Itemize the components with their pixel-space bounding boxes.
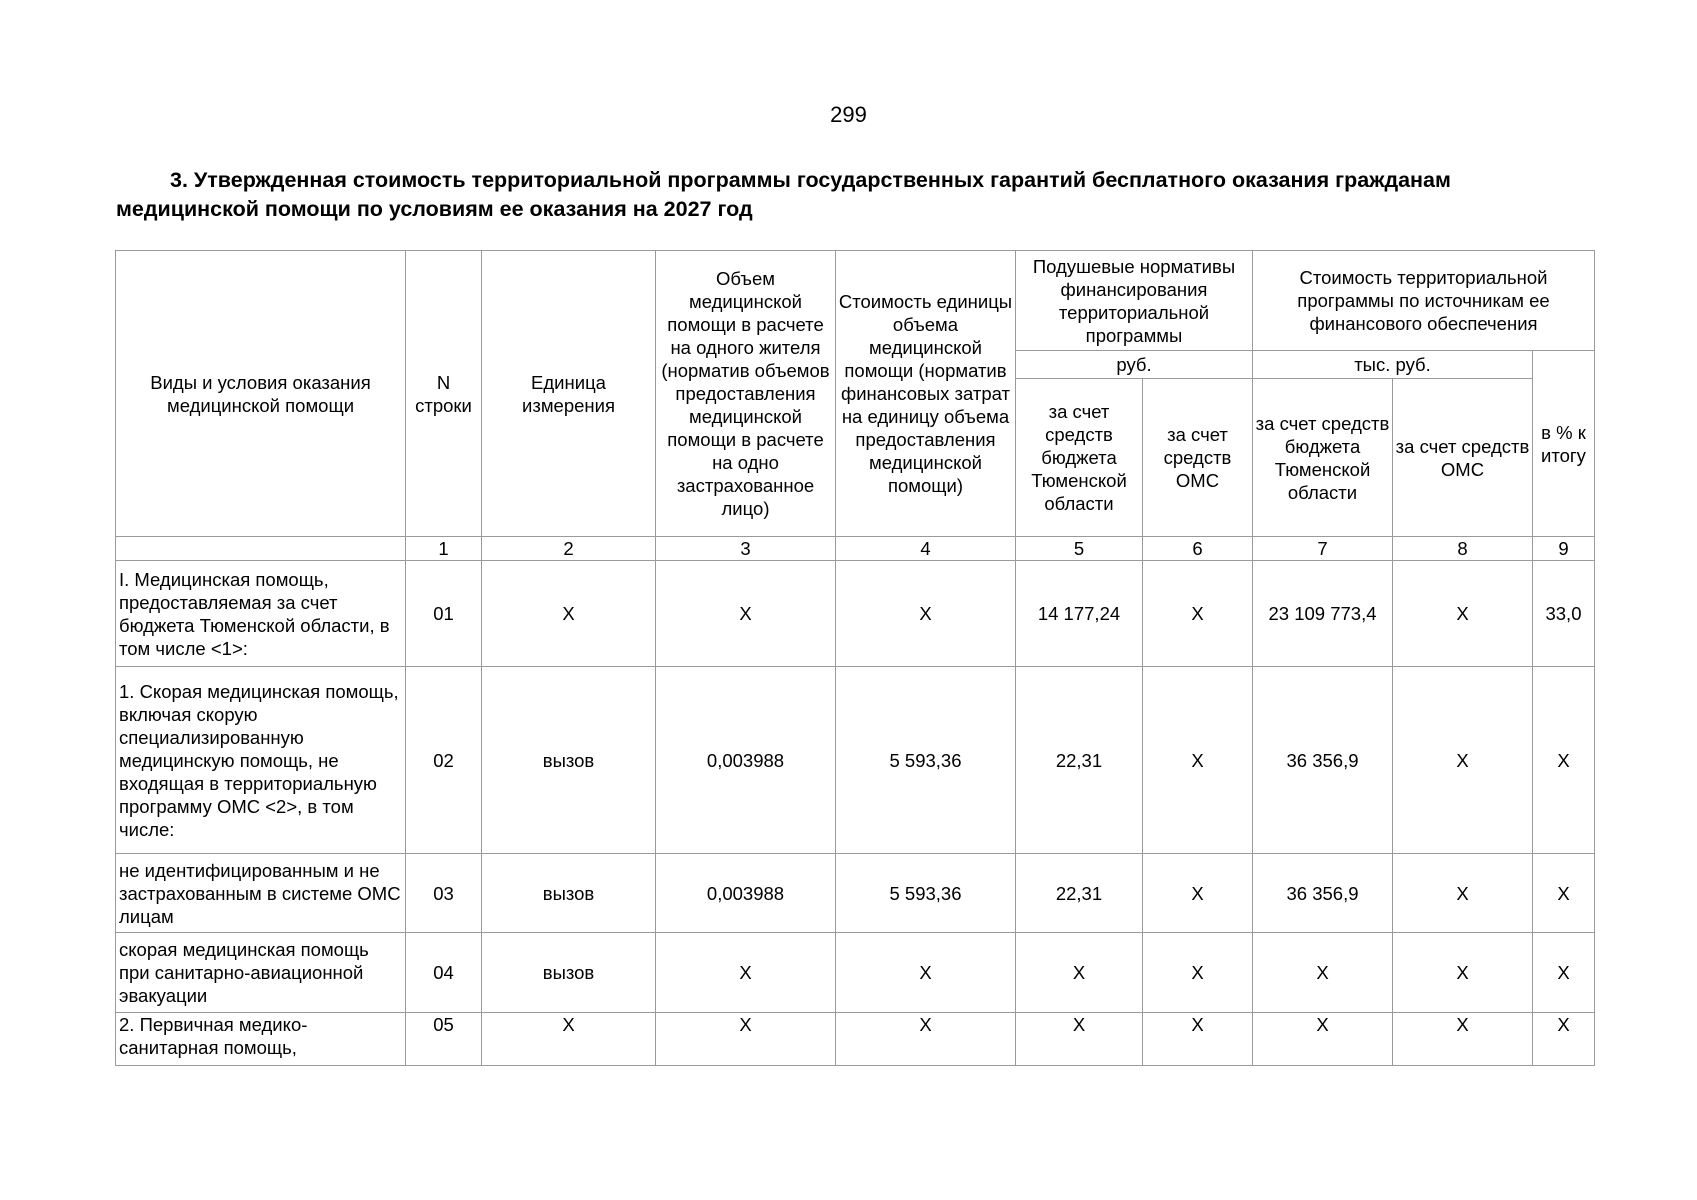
table-row <box>116 561 1595 667</box>
row-pc-budget: 22,31 <box>1016 667 1143 854</box>
row-pc-budget: X <box>1016 933 1143 1013</box>
row-line: 03 <box>406 854 482 933</box>
header-volume: Объем медицинской помощи в расчете на одного жителя (норматив объемов предоставления медицинской помощи в расчете на одно застрахованное лицо) <box>656 251 836 537</box>
row-total-oms: X <box>1393 933 1533 1013</box>
row-line: 04 <box>406 933 482 1013</box>
header-total-oms: за счет средств ОМС <box>1393 379 1533 537</box>
header-per-capita-group: Подушевые нормативы финансирования территориальной программы <box>1016 251 1253 351</box>
row-total-oms: X <box>1393 1013 1533 1066</box>
row-unit: вызов <box>482 667 656 854</box>
row-unit: X <box>482 561 656 667</box>
column-number: 9 <box>1533 537 1595 561</box>
row-name: 1. Скорая медицинская помощь, включая скорую специализированную медицинскую помощь, не входящая в территориальную программу ОМС <2>, в том числе: <box>116 667 406 854</box>
table-row <box>116 1013 1595 1066</box>
row-pc-oms: X <box>1143 561 1253 667</box>
row-pc-oms: X <box>1143 854 1253 933</box>
row-pc-oms: X <box>1143 1013 1253 1066</box>
row-total-budget: 36 356,9 <box>1253 667 1393 854</box>
row-pc-oms: X <box>1143 933 1253 1013</box>
table-row <box>116 854 1595 933</box>
row-volume: 0,003988 <box>656 667 836 854</box>
column-number: 2 <box>482 537 656 561</box>
column-number: 7 <box>1253 537 1393 561</box>
header-unit-rub: руб. <box>1016 351 1253 379</box>
row-cost: X <box>836 933 1016 1013</box>
table-row <box>116 933 1595 1013</box>
row-pc-budget: 22,31 <box>1016 854 1143 933</box>
page-number: 299 <box>830 102 867 127</box>
row-total-oms: X <box>1393 561 1533 667</box>
row-line: 02 <box>406 667 482 854</box>
row-total-oms: X <box>1393 667 1533 854</box>
header-pc-budget: за счет средств бюджета Тюменской области <box>1016 379 1143 537</box>
row-name: I. Медицинская помощь, предоставляемая за счет бюджета Тюменской области, в том числе <1>: <box>116 561 406 667</box>
row-unit: X <box>482 1013 656 1066</box>
row-unit: вызов <box>482 933 656 1013</box>
header-total-cost-group: Стоимость территориальной программы по источникам ее финансового обеспечения <box>1253 251 1595 351</box>
row-cost: 5 593,36 <box>836 854 1016 933</box>
header-percent: в % к итогу <box>1533 351 1595 537</box>
header-row-1 <box>116 251 1595 351</box>
row-volume: 0,003988 <box>656 854 836 933</box>
document-title: 3. Утвержденная стоимость территориальной программы государственных гарантий бесплатного оказания гражданам медицинской помощи по условиям ее оказания на 2027 год <box>116 168 1451 221</box>
column-number: 8 <box>1393 537 1533 561</box>
cost-table <box>115 250 1595 1066</box>
header-unit-thous-rub: тыс. руб. <box>1253 351 1533 379</box>
row-pc-budget: 14 177,24 <box>1016 561 1143 667</box>
header-unit-cost: Стоимость единицы объема медицинской помощи (норматив финансовых затрат на единицу объема предоставления медицинской помощи) <box>836 251 1016 537</box>
row-unit: вызов <box>482 854 656 933</box>
row-percent: X <box>1533 667 1595 854</box>
row-percent: 33,0 <box>1533 561 1595 667</box>
row-volume: X <box>656 561 836 667</box>
column-numbers-row <box>116 537 1595 561</box>
header-types: Виды и условия оказания медицинской помощи <box>116 251 406 537</box>
row-volume: X <box>656 933 836 1013</box>
row-volume: X <box>656 1013 836 1066</box>
row-line: 01 <box>406 561 482 667</box>
row-total-budget: 36 356,9 <box>1253 854 1393 933</box>
header-line-number: N строки <box>406 251 482 537</box>
row-pc-budget: X <box>1016 1013 1143 1066</box>
column-number: 4 <box>836 537 1016 561</box>
row-total-budget: X <box>1253 933 1393 1013</box>
row-total-budget: X <box>1253 1013 1393 1066</box>
row-cost: X <box>836 1013 1016 1066</box>
row-line: 05 <box>406 1013 482 1066</box>
row-cost: 5 593,36 <box>836 667 1016 854</box>
row-name: 2. Первичная медико-санитарная помощь, <box>116 1013 406 1066</box>
header-pc-oms: за счет средств ОМС <box>1143 379 1253 537</box>
row-name: скорая медицинская помощь при санитарно-авиационной эвакуации <box>116 933 406 1013</box>
column-number: 5 <box>1016 537 1143 561</box>
row-percent: X <box>1533 854 1595 933</box>
row-cost: X <box>836 561 1016 667</box>
row-total-oms: X <box>1393 854 1533 933</box>
table-row <box>116 667 1595 854</box>
row-total-budget: 23 109 773,4 <box>1253 561 1393 667</box>
header-total-budget: за счет средств бюджета Тюменской области <box>1253 379 1393 537</box>
row-pc-oms: X <box>1143 667 1253 854</box>
column-number: 6 <box>1143 537 1253 561</box>
column-number: 3 <box>656 537 836 561</box>
column-number: 1 <box>406 537 482 561</box>
row-percent: X <box>1533 933 1595 1013</box>
column-number-blank <box>116 537 406 561</box>
row-percent: X <box>1533 1013 1595 1066</box>
row-name: не идентифицированным и не застрахованным в системе ОМС лицам <box>116 854 406 933</box>
header-unit: Единица измерения <box>482 251 656 537</box>
